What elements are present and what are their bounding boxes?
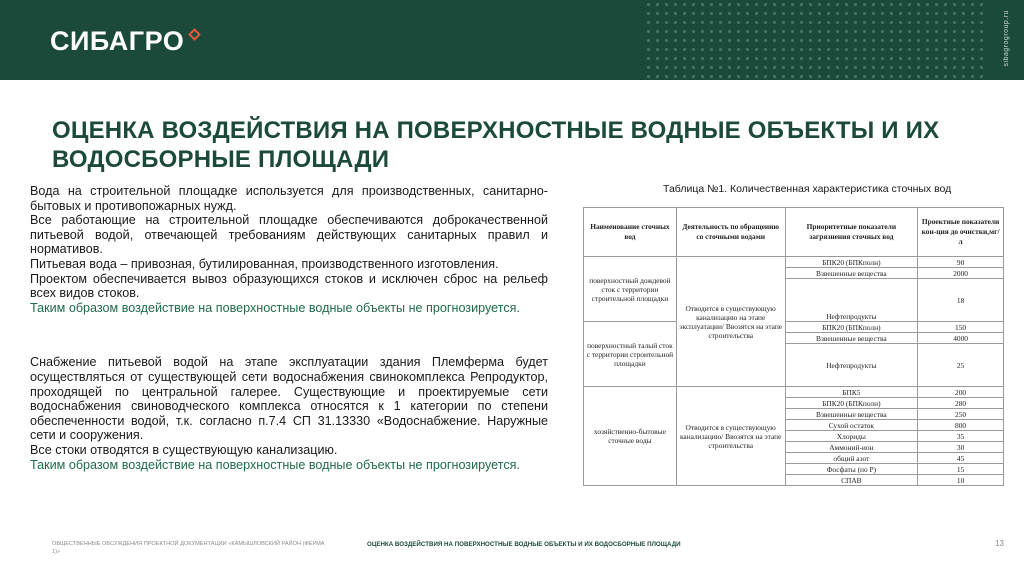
param-cell: Нефтепродукты (785, 344, 918, 387)
group-name: поверхностный дождевой сток с территории строительной площадки (584, 257, 677, 322)
header-name: Наименование сточных вод (584, 208, 677, 257)
page-title: ОЦЕНКА ВОЗДЕЙСТВИЯ НА ПОВЕРХНОСТНЫЕ ВОДНЫЕ ОБЪЕКТЫ И ИХ ВОДОСБОРНЫЕ ПЛОЩАДИ (52, 117, 940, 173)
group-name: поверхностный талый сток с территории строительной площадки (584, 322, 677, 387)
paragraph-water-use: Вода на строительной площадке используется для производственных, санитарно-бытовых и противопожарных нужд. (30, 184, 548, 213)
value-cell: 250 (918, 409, 1004, 420)
param-cell: БПК5 (785, 387, 918, 398)
table-row (584, 387, 1004, 398)
conclusion-operation: Таким образом воздействие на поверхностные водные объекты не прогнозируется. (30, 457, 520, 472)
param-cell: Взвешенные вещества (785, 333, 918, 344)
param-cell: БПК20 (БПКполн) (785, 398, 918, 409)
param-cell: общий азот (785, 453, 918, 464)
value-cell: 15 (918, 464, 1004, 475)
paragraph-workers: Все работающие на строительной площадке обеспечиваются доброкачественной питьевой водой, отвечающей требованиям действующих санитарных правил и нормативов. (30, 213, 548, 257)
param-cell: Взвешенные вещества (785, 268, 918, 279)
header-dot-pattern (644, 0, 984, 80)
param-cell: Нефтепродукты (785, 279, 918, 322)
paragraph-operation-supply: Снабжение питьевой водой на этапе эксплуатации здания Племферма будет осуществляться от существующей сети водоснабжения свинокомплекса Репродуктор, проходящей по центральной галерее. Существующие и проектируемые сети водоснабжения свиноводческого комплекса относятся к 1 категории по степени обеспеченности водой, т.к. согласно п.7.4 СП 31.13330 «Водоснабжение. Наружные сети и сооружения. (30, 355, 548, 443)
value-cell: 800 (918, 420, 1004, 431)
footer-section-title: ОЦЕНКА ВОЗДЕЙСТВИЯ НА ПОВЕРХНОСТНЫЕ ВОДНЫЕ ОБЪЕКТЫ И ИХ ВОДОСБОРНЫЕ ПЛОЩАДИ (367, 541, 681, 548)
param-cell: Сухой остаток (785, 420, 918, 431)
table-header-row (584, 208, 1004, 257)
table-row (584, 257, 1004, 268)
value-cell: 10 (918, 475, 1004, 486)
param-cell: Фосфаты (по Р) (785, 464, 918, 475)
group-activity: Отводится в существующую канализацию/ Ввозятся на этапе строительства (676, 387, 785, 486)
side-url: sibagrogroup.ru (1003, 10, 1010, 67)
param-cell: БПК20 (БПКполн) (785, 322, 918, 333)
paragraph-drinking-water: Питьевая вода – привозная, бутилированная, производственного изготовления. (30, 256, 499, 271)
value-cell: 45 (918, 453, 1004, 464)
value-cell: 35 (918, 431, 1004, 442)
group-activity: Отводится в существующую канализацию на этапе эксплуатации/ Ввозятся на этапе строительства (676, 257, 785, 387)
conclusion-construction: Таким образом воздействие на поверхностные водные объекты не прогнозируется. (30, 300, 520, 315)
wastewater-table (583, 207, 1004, 486)
page-number: 13 (995, 539, 1004, 548)
value-cell: 18 (918, 279, 1004, 322)
value-cell: 90 (918, 257, 1004, 268)
logo-text: СИБАГРО (50, 26, 185, 56)
paragraph-sewage: Все стоки отводятся в существующую канализацию. (30, 442, 338, 457)
logo-diamond-icon (188, 28, 202, 42)
value-cell: 150 (918, 322, 1004, 333)
param-cell: Аммоний-ион (785, 442, 918, 453)
param-cell: СПАВ (785, 475, 918, 486)
group-name: хозяйственно-бытовые сточные воды (584, 387, 677, 486)
param-cell: БПК20 (БПКполн) (785, 257, 918, 268)
value-cell: 2000 (918, 268, 1004, 279)
paragraph-runoff: Проектом обеспечивается вывоз образующихся стоков и исключен сброс на рельеф всех видов стоков. (30, 271, 548, 301)
value-cell: 30 (918, 442, 1004, 453)
value-cell: 280 (918, 398, 1004, 409)
value-cell: 25 (918, 344, 1004, 387)
header-activity: Деятельность по обращению со сточными водами (676, 208, 785, 257)
header-indicators: Приоритетные показатели загрязнения сточных вод (785, 208, 918, 257)
header-concentration: Проектные показатели кон-ция до очистки,мг/л (918, 208, 1004, 257)
table-row (584, 322, 1004, 333)
value-cell: 200 (918, 387, 1004, 398)
footer-project-title: ОБЩЕСТВЕННЫЕ ОБСУЖДЕНИЯ ПРОЕКТНОЙ ДОКУМЕНТАЦИИ «КАМЫШЛОВСКИЙ РАЙОН (ФЕРМА 1)» (52, 541, 325, 555)
logo (50, 26, 202, 57)
value-cell: 4000 (918, 333, 1004, 344)
table-caption: Таблица №1. Количественная характеристика сточных вод (663, 183, 952, 195)
param-cell: Взвешенные вещества (785, 409, 918, 420)
header-bar (0, 0, 1024, 80)
param-cell: Хлориды (785, 431, 918, 442)
body-text (30, 184, 548, 472)
